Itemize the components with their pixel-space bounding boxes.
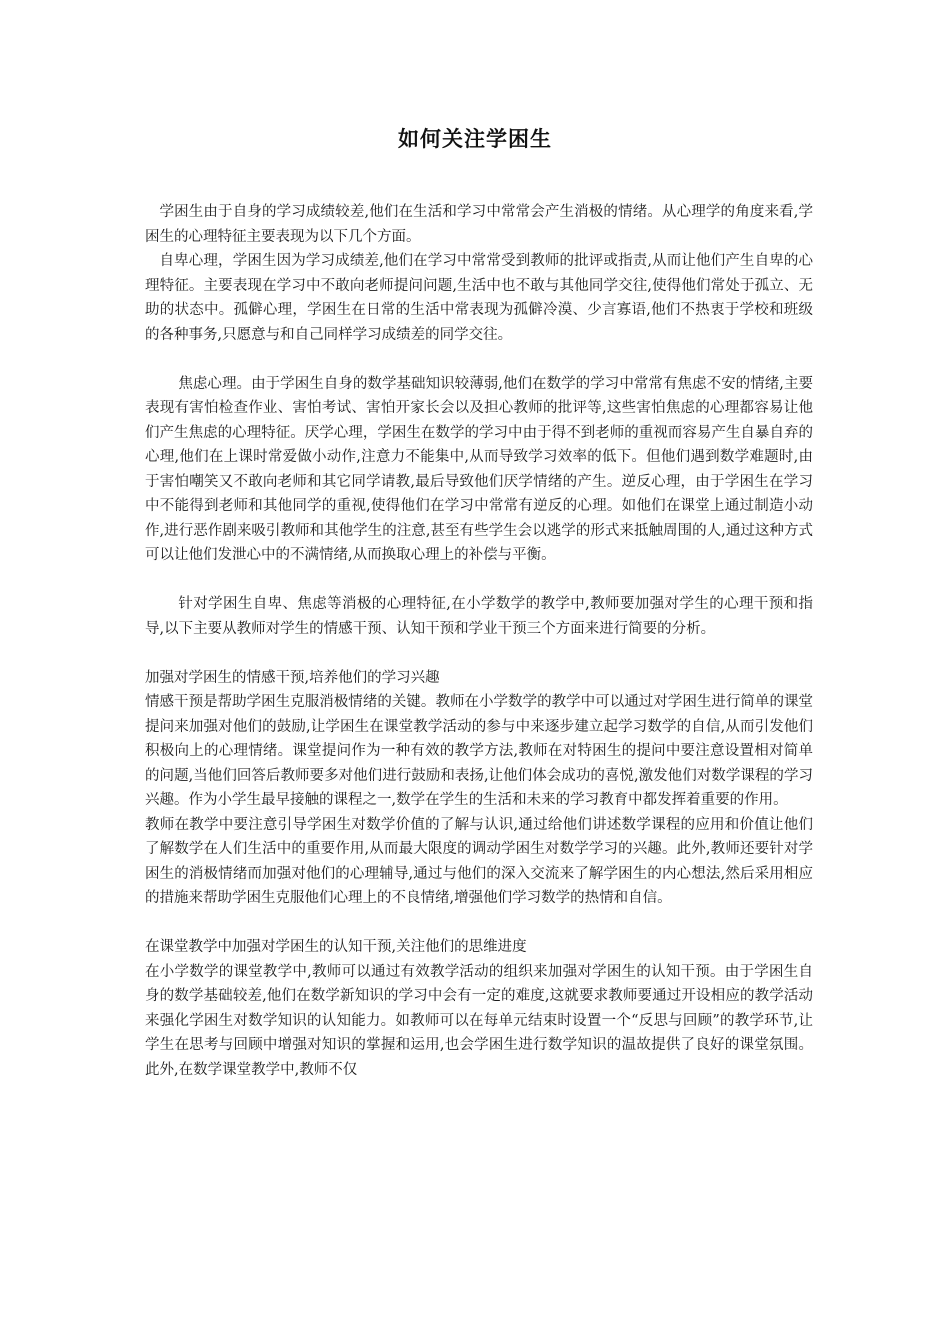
cognitive-paragraph: 在小学数学的课堂教学中,教师可以通过有效教学活动的组织来加强对学困生的认知干预。由于学困生自身的数学基础较差,他们在数学新知识的学习中会有一定的难度,这就要求教师要通过开设相应的教学活动来强化学困生对数学知识的认知能力。如教师可以在每单元结束时设置一个“反思与回顾”的教学环节,让学生在思考与回顾中增强对知识的掌握和运用,也会学困生进行数学知识的温故提供了良好的课堂氛围。此外,在数学课堂教学中,教师不仅 [145, 963, 813, 1078]
inferiority-paragraph: 自卑心理，学困生因为学习成绩差,他们在学习中常常受到教师的批评或指责,从而让他们产生自卑的心理特征。主要表现在学习中不敢向老师提问问题,生活中也不敢与其他同学交往,使得他们常处于孤立、无助的状态中。孤僻心理，学困生在日常的生活中常表现为孤僻冷漠、少言寡语,他们不热衷于学校和班级的各种事务,只愿意与和自己同样学习成绩差的同学交往。 [145, 253, 813, 343]
intro-paragraph: 学困生由于自身的学习成绩较差,他们在生活和学习中常常会产生消极的情绪。从心理学的角度来看,学困生的心理特征主要表现为以下几个方面。 [145, 204, 813, 245]
intervention-intro-paragraph: 针对学困生自卑、焦虑等消极的心理特征,在小学数学的教学中,教师要加强对学生的心理干预和指导,以下主要从教师对学生的情感干预、认知干预和学业干预三个方面来进行简要的分析。 [145, 596, 813, 637]
document-title: 如何关注学困生 [398, 126, 552, 151]
section-heading-emotional: 加强对学困生的情感干预,培养他们的学习兴趣 [145, 669, 440, 686]
emotional-paragraph-2: 教师在教学中要注意引导学困生对数学价值的了解与认识,通过给他们讲述数学课程的应用和价值让他们了解数学在人们生活中的重要作用,从而最大限度的调动学困生对数学学习的兴趣。此外,教师还要针对学困生的消极情绪而加强对他们的心理辅导,通过与他们的深入交流来了解学困生的内心想法,然后采用相应的措施来帮助学困生克服他们心理上的不良情绪,增强他们学习数学的热情和自信。 [145, 816, 813, 906]
emotional-paragraph-1: 情感干预是帮助学困生克服消极情绪的关键。教师在小学数学的教学中可以通过对学困生进行简单的课堂提问来加强对他们的鼓励,让学困生在课堂教学活动的参与中来逐步建立起学习数学的自信,从而引发他们积极向上的心理情绪。课堂提问作为一种有效的教学方法,教师在对特困生的提问中要注意设置相对简单的问题,当他们回答后教师要多对他们进行鼓励和表扬,让他们体会成功的喜悦,激发他们对数学课程的学习兴趣。作为小学生最早接触的课程之一,数学在学生的生活和未来的学习教育中都发挥着重要的作用。 [145, 694, 813, 808]
document-body [145, 200, 813, 1082]
section-heading-cognitive: 在课堂教学中加强对学困生的认知干预,关注他们的思维进度 [145, 939, 527, 955]
anxiety-paragraph: 焦虑心理。由于学困生自身的数学基础知识较薄弱,他们在数学的学习中常常有焦虑不安的情绪,主要表现有害怕检查作业、害怕考试、害怕开家长会以及担心教师的批评等,这些害怕焦虑的心理都容易让他们产生焦虑的心理特征。厌学心理，学困生在数学的学习中由于得不到老师的重视而容易产生自暴自弃的心理,他们在上课时常爱做小动作,注意力不能集中,从而导致学习效率的低下。但他们遇到数学难题时,由于害怕嘲笑又不敢向老师和其它同学请教,最后导致他们厌学情绪的产生。逆反心理，由于学困生在学习中不能得到老师和其他同学的重视,使得他们在学习中常常有逆反的心理。如他们在课堂上通过制造小动作,进行恶作剧来吸引教师和其他学生的注意,甚至有些学生会以逃学的形式来抵触周围的人,通过这种方式可以让他们发泄心中的不满情绪,从而换取心理上的补偿与平衡。 [145, 375, 813, 563]
